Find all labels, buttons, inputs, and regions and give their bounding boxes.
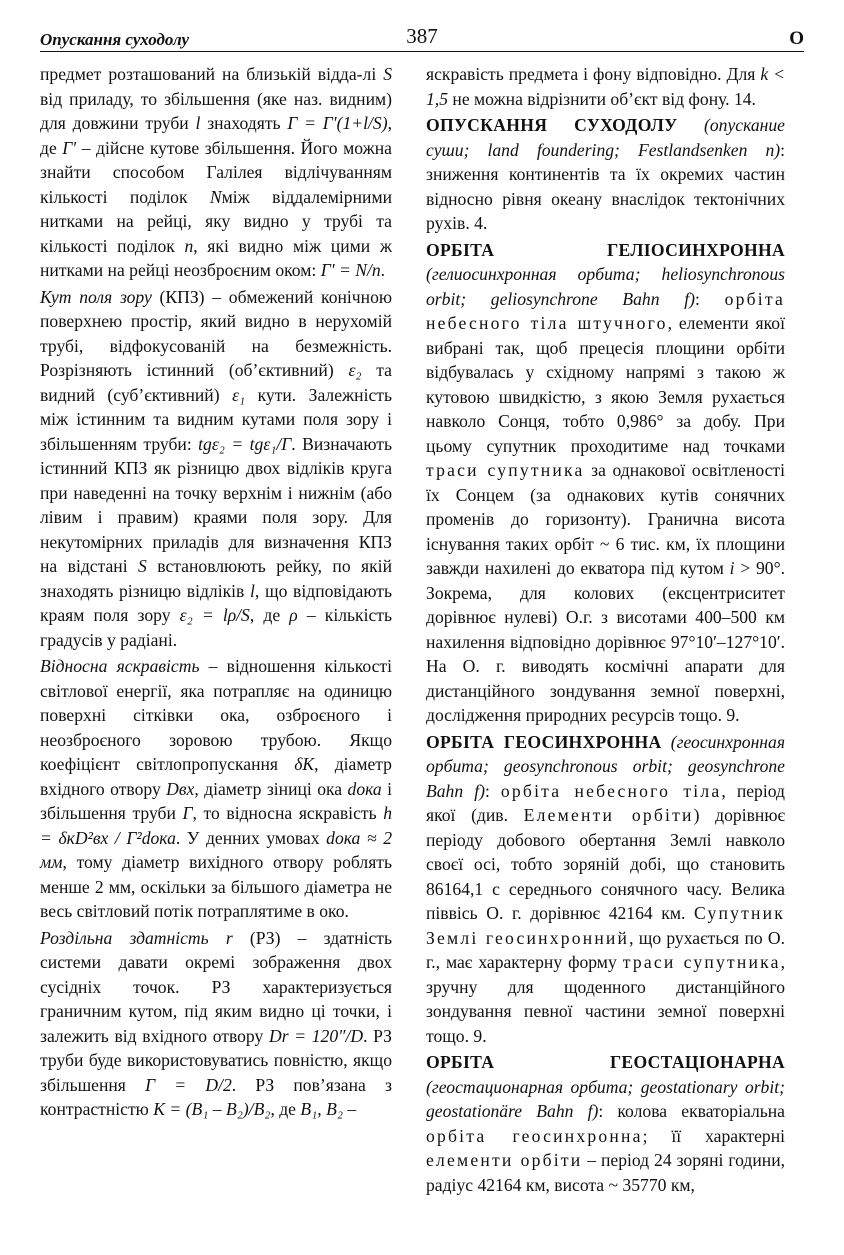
term: Роздільна здатність (40, 927, 209, 948)
formula: K = (B₁ – B₂)/B₂ (153, 1099, 271, 1119)
paragraph-resolution: Роздільна здатність r (РЗ) – здатність системи давати окремі зображення двох сусідніх точок. РЗ характеризується граничним кутом, під яким видно ці точки, і залежить від вхідного отвору Dr = 120″/D. РЗ труби буде використовуватись повністю, якщо збільшення Г = D/2. РЗ пов’язана з контрастністю K = (B₁ – B₂)/B₂, де B₁, B₂ – (40, 927, 393, 1119)
left-column (40, 62, 392, 1122)
entry-translations: (геостационарная орбита; geostationary orbit; geostationäre Bahn f) (426, 1076, 785, 1121)
entry-translations: (геосинхронная орбита; geosynchronous orbit; geosynchrone Bahn f) (426, 731, 785, 801)
paragraph-continuation: яскравість предмета і фону відповідно. Для k < 1,5 не можна відрізнити об’єкт від фону. 14. (426, 64, 785, 109)
term: Кут поля зору (40, 286, 152, 307)
cross-reference: траси супутника (426, 460, 585, 480)
cross-reference: Елементи орбіти (523, 805, 694, 825)
term: Відносна яскравість (40, 656, 200, 676)
page-number: 387 (406, 24, 438, 48)
cross-reference: елементи орбіти (426, 1150, 583, 1170)
paragraph-relative-brightness: Відносна яскравість – відношення кількості світлової енергії, яка потрапляє на одиницю поверхні сітківки ока, озброєного і неозброєного зоровою трубою. Якщо коефіцієнт світлопропускання δK, діаметр вхідного отвору Dвх, діаметр зіниці ока dока і збільшення труби Г, то відносна яскравість h = δкD²вх / Г²dока. У денних умовах dока ≈ 2 мм, тому діаметр вихідного отвору роблять менше 2 мм, оскільки за більшого діаметра не весь світловий потік потраплятиме в око. (40, 656, 393, 921)
cross-reference: орбіта небесного тіла штучного (426, 288, 785, 333)
cross-reference: орбіта небесного тіла (500, 780, 722, 801)
entry-translations: (гелиосинхронная орбита; heliosynchronous orbit; geliosynchrone Bahn f) (426, 264, 785, 309)
formula: h = δкD²вх / Г²dока (40, 803, 392, 848)
cross-reference: Супутник Землі геосинхронний (426, 903, 785, 948)
entry-geostationary-orbit: ОРБІТА ГЕОСТАЦІОНАРНА (геостационарная орбита; geostationary orbit; geostationäre Bahn f): колова екваторіальна орбіта геосинхронна; її характерні елементи орбіти – період 24 зоряні години, радіус 42164 км, висота ~ 35770 км, (426, 1052, 786, 1195)
formula: Dr = 120″/D (268, 1025, 364, 1046)
entry-headword: ОРБІТА ГЕОСИНХРОННА (426, 731, 662, 752)
entry-headword: ОРБІТА ГЕЛІОСИНХРОННА (426, 239, 785, 260)
entry-headword: ОРБІТА ГЕОСТАЦІОНАРНА (426, 1052, 785, 1072)
formula: Г = D/2 (145, 1074, 232, 1095)
entry-translations: (опускание суши; land foundering; Festlandsenken n) (426, 115, 785, 160)
right-column (426, 62, 785, 1197)
formula: k < 1,5 (426, 64, 785, 109)
cross-reference: траси супутника (622, 952, 781, 972)
formula: ε₂ = lρ/S (179, 605, 250, 625)
entry-heliosynchronous-orbit: ОРБІТА ГЕЛІОСИНХРОННА (гелиосинхронная орбита; heliosynchronous orbit; geliosynchrone Bahn f): орбіта небесного тіла штучного, елементи якої вибрані так, щоб прецесія площини орбіти відбувалась у східному напрямі з такою ж кутовою швидкістю, з якою Земля рухається навколо Сонця, тобто 0,986° за добу. При цьому супутник проходитиме над точками траси супутника за однакової освітленості їх Сонцем (за однакових кутів сонячних променів до горизонту). Гранична висота існування таких орбіт ~ 6 тис. км, їх площини завжди нахилені до екватора під кутом i > 90°. Зокрема, для колових (ексцентриситет дорівнює нулеві) О.г. з висотами 400–500 км нахилення відповідно дорівнює 97°10′–127°10′. На О. г. виводять космічні апарати для дистанційного зондування земної поверхні, дослідження природних ресурсів тощо. 9. (426, 239, 786, 725)
formula: dока ≈ 2 мм (40, 827, 393, 872)
formula: Г′ = N/n (320, 260, 381, 280)
paragraph-field-of-view: Кут поля зору (КПЗ) – обмежений конічною поверхнею простір, який видно в нерухомій трубі, відфокусованій на безмежність. Розрізняють істинний (об’єктивний) ε₂ та видний (суб’єктивний) ε₁ кути. Залежність між істинним та видним кутами поля зору і збільшенням труби: tgε₂ = tgε₁/Г. Визначають істинний КПЗ як різницю двох відліків круга при наведенні на точку верхнім і нижнім (або лівим і правим) краями поля зору. Для некутомірних приладів для визначення КПЗ на відстані S встановлюють рейку, по якій знаходять різницю відліків l, що відповідають краям поля зору ε₂ = lρ/S, де ρ – кількість градусів у радіані. (40, 286, 393, 650)
formula: Г = Г′(1+l/S) (287, 113, 388, 133)
formula: tgε₂ = tgε₁/Г (198, 433, 292, 454)
running-title: Опускання суходолу (40, 30, 190, 49)
entry-land-foundering: ОПУСКАННЯ СУХОДОЛУ (опускание суши; land foundering; Festlandsenken n): зниження континентів та їх окремих частин відносно рівня океану внаслідок тектонічних рухів. 4. (426, 115, 785, 233)
section-letter: О (789, 28, 804, 49)
entry-geosynchronous-orbit: ОРБІТА ГЕОСИНХРОННА (геосинхронная орбита; geosynchronous orbit; geosynchrone Bahn f): орбіта небесного тіла, період якої (див. Елементи орбіти) дорівнює періоду добового обертання Землі навколо своєї осі, тобто зоряній добі, що становить 86164,1 с середнього сонячного часу. Велика піввісь О. г. дорівнює 42164 км. Супутник Землі геосинхронний, що рухається по О. г., має характерну форму траси супутника, зручну для щоденного дистанційного зондування певної частини земної поверхні тощо. 9. (426, 731, 786, 1046)
cross-reference: орбіта геосинхронна (426, 1125, 643, 1146)
paragraph-magnification: предмет розташований на близькій відда-лі S від приладу, то збільшення (яке наз. видним) для довжини труби l знаходять Г = Г′(1+l/S), де Г′ – дійсне кутове збільшення. Його можна знайти способом Галілея відлічуванням кількості поділок Nміж віддалемірними нитками на рейці, яку видно у трубі та кількості поділок n, які видно між цими ж нитками на рейці неозброєним оком: Г′ = N/n. (40, 64, 392, 280)
page-header (40, 24, 804, 54)
entry-headword: ОПУСКАННЯ СУХОДОЛУ (426, 115, 678, 135)
header-rule (40, 51, 804, 52)
